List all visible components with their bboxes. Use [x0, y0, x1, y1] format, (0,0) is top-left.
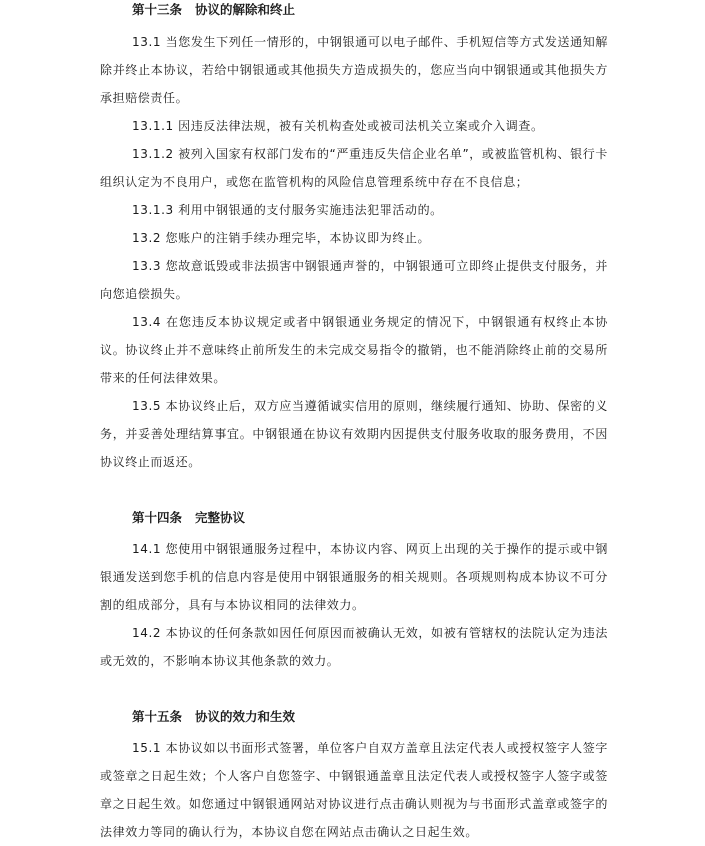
- clause-paragraph: 13.2 您账户的注销手续办理完毕，本协议即为终止。: [132, 231, 431, 245]
- section-body: [100, 734, 608, 846]
- clause-paragraph: 13.3 您故意诋毁或非法损害中钢银通声誉的，中钢银通可立即终止提供支付服务，并向您追偿损失。: [100, 259, 608, 301]
- clause-paragraph: 13.5 本协议终止后，双方应当遵循诚实信用的原则，继续履行通知、协助、保密的义务，并妥善处理结算事宜。中钢银通在协议有效期内因提供支付服务收取的服务费用，不因协议终止而返还。: [100, 399, 608, 469]
- section-heading: 第十四条 完整协议: [132, 510, 246, 525]
- clause-paragraph: 13.4 在您违反本协议规定或者中钢银通业务规定的情况下，中钢银通有权终止本协议。协议终止并不意味终止前所发生的未完成交易指令的撤销，也不能消除终止前的交易所带来的任何法律效果。: [100, 315, 608, 385]
- clause-paragraph: 14.2 本协议的任何条款如因任何原因而被确认无效，如被有管辖权的法院认定为违法或无效的，不影响本协议其他条款的效力。: [100, 626, 608, 668]
- clause-paragraph: 15.1 本协议如以书面形式签署，单位客户自双方盖章且法定代表人或授权签字人签字或签章之日起生效；个人客户自您签字、中钢银通盖章且法定代表人或授权签字人签字或签章之日起生效。如您通过中钢银通网站对协议进行点击确认则视为与书面形式盖章或签字的法律效力等同的确认行为，本协议自您在网站点击确认之日起生效。: [100, 741, 608, 839]
- clause-paragraph: 13.1.2 被列入国家有权部门发布的“严重违反失信企业名单”，或被监管机构、银行卡组织认定为不良用户，或您在监管机构的风险信息管理系统中存在不良信息；: [100, 147, 608, 189]
- clause-paragraph: 13.1.3 利用中钢银通的支付服务实施违法犯罪活动的。: [132, 203, 443, 217]
- agreement-page: [100, 0, 608, 846]
- clause-paragraph: 14.1 您使用中钢银通服务过程中，本协议内容、网页上出现的关于操作的提示或中钢银通发送到您手机的信息内容是使用中钢银通服务的相关规则。各项规则构成本协议不可分割的组成部分，具有与本协议相同的法律效力。: [100, 542, 608, 612]
- section-heading: 第十三条 协议的解除和终止: [132, 2, 296, 17]
- section-body: [100, 535, 608, 675]
- section-body: [100, 28, 608, 476]
- section-heading: 第十五条 协议的效力和生效: [132, 709, 296, 724]
- clause-paragraph: 13.1.1 因违反法律法规，被有关机构查处或被司法机关立案或介入调查。: [132, 119, 544, 133]
- clause-paragraph: 13.1 当您发生下列任一情形的，中钢银通可以电子邮件、手机短信等方式发送通知解除并终止本协议，若给中钢银通或其他损失方造成损失的，您应当向中钢银通或其他损失方承担赔偿责任。: [100, 35, 608, 105]
- section-15: [100, 709, 608, 846]
- section-13: [100, 0, 608, 476]
- section-14: [100, 510, 608, 675]
